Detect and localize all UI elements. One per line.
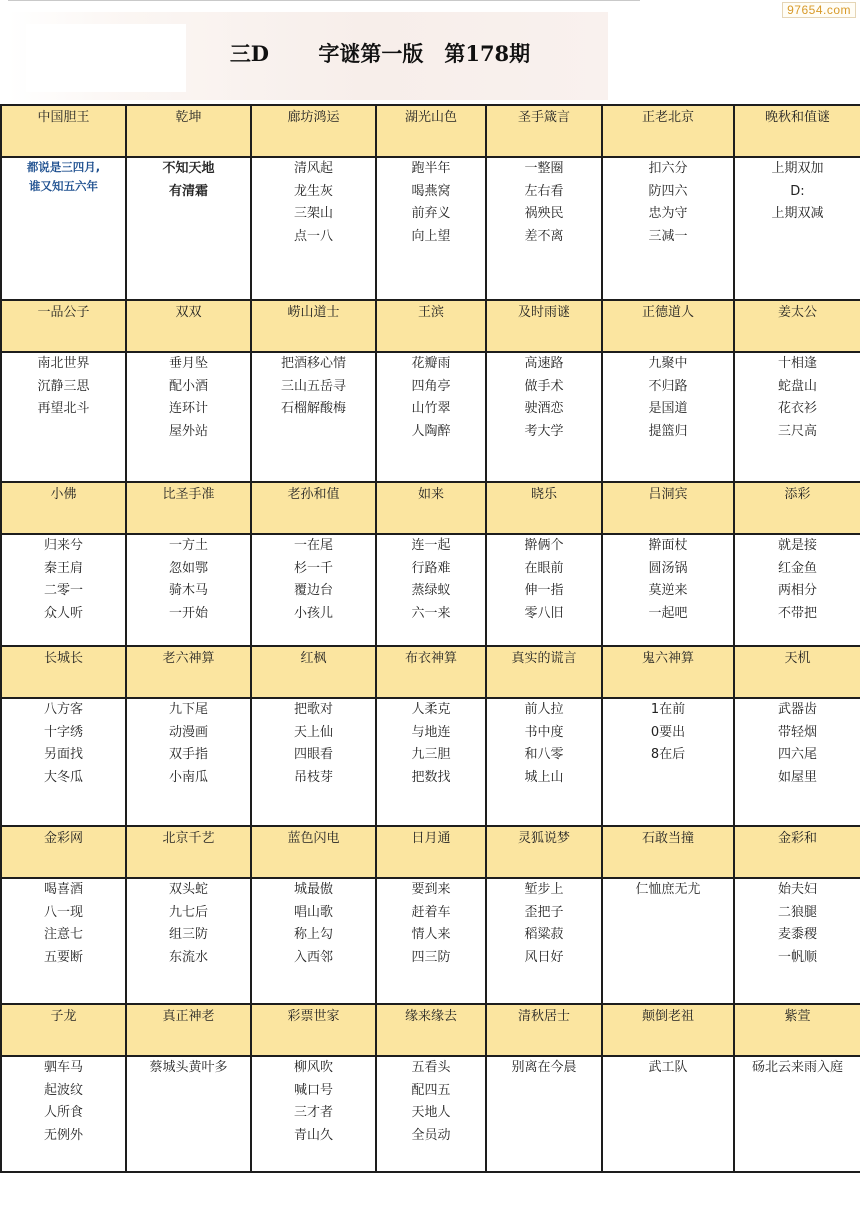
riddle-line: 驷车马 <box>43 1060 83 1075</box>
predictor-name: 比圣手准 <box>126 482 251 534</box>
predictor-name: 金彩网 <box>1 826 126 878</box>
predictor-name: 灵狐说梦 <box>486 826 602 878</box>
riddle-line: 蔡城头黄叶多 <box>149 1060 228 1075</box>
riddle-table <box>0 104 860 1173</box>
predictor-name: 清秋居士 <box>486 1004 602 1056</box>
riddle-cell <box>486 534 602 646</box>
riddle-line: 沉静三思 <box>37 378 90 394</box>
riddle-line: 众人听 <box>43 605 83 621</box>
riddle-line: 二狼腿 <box>777 904 817 920</box>
riddle-line: 忽如鄂 <box>168 560 208 576</box>
riddle-line: 吊枝芽 <box>293 769 333 785</box>
riddle-line: 城最傲 <box>293 882 333 897</box>
riddle-cell <box>251 698 376 826</box>
riddle-line: 八一现 <box>43 904 83 920</box>
riddle-line: 屋外站 <box>168 423 208 439</box>
riddle-cell <box>126 698 251 826</box>
riddle-cell <box>251 534 376 646</box>
riddle-line: 二零一 <box>43 583 83 598</box>
riddle-line: 擀面杖 <box>648 538 688 553</box>
riddle-line: 红金鱼 <box>777 560 817 576</box>
riddle-line: 三山五岳寻 <box>280 378 346 394</box>
riddle-row <box>1 157 860 300</box>
riddle-line: 谁又知五六年 <box>29 179 98 193</box>
riddle-line: 在眼前 <box>524 560 564 576</box>
riddle-line: 一起吧 <box>648 605 688 621</box>
riddle-row <box>1 878 860 1004</box>
riddle-cell <box>376 698 486 826</box>
predictor-name: 崂山道士 <box>251 300 376 352</box>
predictor-name: 真正神老 <box>126 1004 251 1056</box>
predictor-name: 缘来缘去 <box>376 1004 486 1056</box>
predictor-name: 北京千艺 <box>126 826 251 878</box>
riddle-line: 武器齿 <box>777 702 817 717</box>
riddle-line: 上期双减 <box>771 206 824 221</box>
riddle-line: 带轻烟 <box>777 724 817 740</box>
riddle-line: 三尺高 <box>777 423 817 439</box>
predictor-name: 布衣神算 <box>376 646 486 698</box>
riddle-cell <box>1 698 126 826</box>
riddle-cell <box>251 1056 376 1172</box>
riddle-row <box>1 698 860 826</box>
riddle-line: 左右看 <box>524 183 564 199</box>
riddle-line: 山竹翠 <box>411 401 451 416</box>
riddle-line: 圆汤锅 <box>648 560 688 576</box>
page-title: 三D 字谜第一版 第178期 <box>229 41 531 66</box>
header-row <box>1 826 860 878</box>
riddle-line: 九七后 <box>168 904 208 920</box>
riddle-line: 向上望 <box>411 228 451 244</box>
riddle-line: 城上山 <box>524 769 564 785</box>
riddle-line: 八方客 <box>43 702 83 717</box>
predictor-name: 老孙和值 <box>251 482 376 534</box>
riddle-line: 青山久 <box>293 1127 333 1143</box>
header-row <box>1 105 860 157</box>
riddle-line: 蛇盘山 <box>777 378 817 394</box>
riddle-cell <box>1 352 126 482</box>
riddle-line: 和八零 <box>524 747 564 762</box>
riddle-line: 连一起 <box>411 538 451 553</box>
riddle-line: 双头蛇 <box>168 882 208 897</box>
riddle-line: 把歌对 <box>293 702 333 717</box>
riddle-line: 8在后 <box>650 747 686 762</box>
riddle-line: 覆边台 <box>293 583 333 598</box>
riddle-line: 前弃义 <box>411 206 451 221</box>
riddle-line: 喝喜酒 <box>43 882 83 897</box>
header-row <box>1 646 860 698</box>
riddle-line: 三架山 <box>293 206 333 221</box>
predictor-name: 吕洞宾 <box>602 482 734 534</box>
riddle-line: 一方土 <box>168 538 208 553</box>
riddle-line: 十相逢 <box>777 356 817 371</box>
predictor-name: 姜太公 <box>734 300 860 352</box>
riddle-line: 再望北斗 <box>37 401 90 416</box>
riddle-line: 人陶醉 <box>411 423 451 439</box>
predictor-name: 乾坤 <box>126 105 251 157</box>
riddle-cell <box>126 352 251 482</box>
riddle-row <box>1 534 860 646</box>
predictor-name: 王滨 <box>376 300 486 352</box>
riddle-line: 喝燕窝 <box>411 183 451 199</box>
riddle-line: 天地人 <box>411 1105 451 1120</box>
riddle-cell <box>1 157 126 300</box>
predictor-name: 小佛 <box>1 482 126 534</box>
riddle-line: 垂月坠 <box>168 356 208 371</box>
riddle-line: 人柔克 <box>411 702 451 717</box>
riddle-line: 蒸绿蚁 <box>411 583 451 598</box>
riddle-line: 情人来 <box>411 927 451 942</box>
predictor-name: 老六神算 <box>126 646 251 698</box>
riddle-line: 把酒移心情 <box>280 356 346 371</box>
riddle-line: 要到来 <box>411 882 451 897</box>
riddle-line: 稻粱菽 <box>524 927 564 942</box>
riddle-line: 仁恤庶无尤 <box>635 882 701 897</box>
riddle-cell <box>734 698 860 826</box>
riddle-line: 四三防 <box>411 949 451 965</box>
predictor-name: 天机 <box>734 646 860 698</box>
predictor-name: 紫萱 <box>734 1004 860 1056</box>
riddle-line: 起波纹 <box>43 1082 83 1098</box>
riddle-line: 行路难 <box>411 560 451 576</box>
riddle-line: 四角亭 <box>411 378 451 394</box>
riddle-cell <box>734 534 860 646</box>
riddle-line: 秦王肩 <box>43 560 83 576</box>
riddle-cell <box>734 878 860 1004</box>
riddle-line: 就是接 <box>777 538 817 553</box>
riddle-line: 小南瓜 <box>168 769 208 785</box>
riddle-line: 武工队 <box>648 1060 688 1075</box>
riddle-line: 始夫妇 <box>777 882 817 897</box>
riddle-line: 天上仙 <box>293 724 333 740</box>
riddle-line: 两相分 <box>777 583 817 598</box>
predictor-name: 金彩和 <box>734 826 860 878</box>
riddle-cell <box>126 1056 251 1172</box>
riddle-cell <box>602 352 734 482</box>
riddle-line: 大冬瓜 <box>43 769 83 785</box>
predictor-name: 如来 <box>376 482 486 534</box>
riddle-line: 配小酒 <box>168 378 208 394</box>
predictor-name: 彩票世家 <box>251 1004 376 1056</box>
riddle-line: 伸一指 <box>524 583 564 598</box>
riddle-line: 提篮归 <box>648 423 688 439</box>
riddle-line: 堑步上 <box>524 882 564 897</box>
riddle-line: 组三防 <box>168 927 208 942</box>
riddle-line: 石榴解酸梅 <box>280 401 346 416</box>
riddle-cell <box>126 157 251 300</box>
riddle-cell <box>602 534 734 646</box>
riddle-cell <box>126 878 251 1004</box>
riddle-line: 人所食 <box>43 1105 83 1120</box>
predictor-name: 长城长 <box>1 646 126 698</box>
riddle-row <box>1 1056 860 1172</box>
predictor-name: 正老北京 <box>602 105 734 157</box>
riddle-cell <box>486 352 602 482</box>
riddle-line: 无例外 <box>43 1127 83 1143</box>
riddle-line: 三才者 <box>293 1105 333 1120</box>
riddle-line: 一开始 <box>168 605 208 621</box>
riddle-line: 连环计 <box>168 401 208 416</box>
riddle-line: 五看头 <box>411 1060 451 1075</box>
riddle-line: 风日好 <box>524 949 564 965</box>
riddle-cell <box>376 878 486 1004</box>
riddle-line: 祸殃民 <box>524 206 564 221</box>
riddle-line: 不带把 <box>777 605 817 621</box>
riddle-line: 麦黍稷 <box>777 927 817 942</box>
top-rule <box>8 0 640 1</box>
riddle-line: 南北世界 <box>37 356 90 371</box>
riddle-line: 有清霜 <box>168 183 208 199</box>
riddle-line: 一帆顺 <box>777 949 817 965</box>
predictor-name: 湖光山色 <box>376 105 486 157</box>
riddle-line: 柳风吹 <box>293 1060 333 1075</box>
riddle-line: 赶着车 <box>411 904 451 920</box>
riddle-cell <box>251 878 376 1004</box>
riddle-line: 龙生灰 <box>293 183 333 199</box>
riddle-line: 杉一千 <box>293 560 333 576</box>
riddle-cell <box>251 352 376 482</box>
riddle-line: 一整圈 <box>524 161 564 176</box>
predictor-name: 子龙 <box>1 1004 126 1056</box>
riddle-cell <box>251 157 376 300</box>
riddle-line: 喊口号 <box>293 1082 333 1098</box>
riddle-cell <box>734 352 860 482</box>
riddle-line: 书中度 <box>524 724 564 740</box>
site-watermark: 97654.com <box>782 2 856 18</box>
riddle-line: 全员动 <box>411 1127 451 1143</box>
riddle-line: 忠为守 <box>648 206 688 221</box>
riddle-cell <box>734 1056 860 1172</box>
riddle-line: 是国道 <box>648 401 688 416</box>
riddle-line: 一在尾 <box>293 538 333 553</box>
riddle-cell <box>376 1056 486 1172</box>
riddle-line: 花瓣雨 <box>411 356 451 371</box>
riddle-line: 砀北云来雨入庭 <box>751 1060 843 1075</box>
riddle-line: 五要断 <box>43 949 83 965</box>
riddle-line: 东流水 <box>168 949 208 965</box>
riddle-line: 三减一 <box>648 228 688 244</box>
riddle-line: 零八旧 <box>524 605 564 621</box>
riddle-cell <box>126 534 251 646</box>
riddle-cell <box>486 698 602 826</box>
riddle-line: 与地连 <box>411 724 451 740</box>
riddle-cell <box>376 157 486 300</box>
riddle-cell <box>486 1056 602 1172</box>
riddle-line: 唱山歌 <box>293 904 333 920</box>
predictor-name: 正德道人 <box>602 300 734 352</box>
header-row <box>1 1004 860 1056</box>
riddle-line: 称上勾 <box>293 927 333 942</box>
riddle-line: 不知天地 <box>162 161 215 176</box>
predictor-name: 鬼六神算 <box>602 646 734 698</box>
header-row <box>1 300 860 352</box>
riddle-line: 花衣衫 <box>777 401 817 416</box>
predictor-name: 晓乐 <box>486 482 602 534</box>
riddle-cell <box>1 878 126 1004</box>
riddle-line: 0要出 <box>650 724 686 740</box>
riddle-line: 四眼看 <box>293 747 333 762</box>
riddle-line: 动漫画 <box>168 724 208 740</box>
predictor-name: 圣手箴言 <box>486 105 602 157</box>
predictor-name: 双双 <box>126 300 251 352</box>
predictor-name: 颠倒老祖 <box>602 1004 734 1056</box>
predictor-name: 中国胆王 <box>1 105 126 157</box>
riddle-line: 九聚中 <box>648 356 688 371</box>
riddle-line: 九三胆 <box>411 747 451 762</box>
riddle-line: 骑木马 <box>168 583 208 598</box>
riddle-cell <box>1 1056 126 1172</box>
riddle-line: 别离在今晨 <box>511 1060 577 1075</box>
predictor-name: 廊坊鸿运 <box>251 105 376 157</box>
riddle-cell <box>602 698 734 826</box>
riddle-line: 四六尾 <box>777 747 817 762</box>
riddle-line: 扣六分 <box>648 161 688 176</box>
riddle-line: 前人拉 <box>524 702 564 717</box>
riddle-cell <box>734 157 860 300</box>
predictor-name: 红枫 <box>251 646 376 698</box>
riddle-line: 歪把子 <box>524 904 564 920</box>
riddle-line: 高速路 <box>524 356 564 371</box>
riddle-line: 擀俩个 <box>524 538 564 553</box>
riddle-cell <box>602 157 734 300</box>
predictor-name: 石敢当撞 <box>602 826 734 878</box>
riddle-cell <box>486 157 602 300</box>
predictor-name: 真实的谎言 <box>486 646 602 698</box>
riddle-line: 清风起 <box>293 161 333 176</box>
predictor-name: 及时雨谜 <box>486 300 602 352</box>
riddle-line: 上期双加 <box>771 161 824 176</box>
riddle-line: 双手指 <box>168 747 208 762</box>
riddle-line: 把数找 <box>411 769 451 785</box>
riddle-cell <box>602 878 734 1004</box>
riddle-line: 如屋里 <box>777 769 817 785</box>
predictor-name: 一品公子 <box>1 300 126 352</box>
riddle-line: 差不离 <box>524 228 564 244</box>
predictor-name: 晚秋和值谜 <box>734 105 860 157</box>
riddle-cell <box>486 878 602 1004</box>
riddle-line: 九下尾 <box>168 702 208 717</box>
riddle-line: 都说是三四月, <box>26 160 101 174</box>
predictor-name: 添彩 <box>734 482 860 534</box>
riddle-line: 驶酒恋 <box>524 401 564 416</box>
riddle-line: 十字绣 <box>43 724 83 740</box>
riddle-line: 点一八 <box>293 228 333 244</box>
riddle-line: 小孩儿 <box>293 605 333 621</box>
riddle-line: 防四六 <box>648 183 688 199</box>
riddle-line: 莫逆来 <box>648 583 688 598</box>
riddle-line: 归来兮 <box>43 538 83 553</box>
riddle-cell <box>602 1056 734 1172</box>
riddle-line: 六一来 <box>411 605 451 621</box>
riddle-line: 做手术 <box>524 378 564 394</box>
riddle-cell <box>376 534 486 646</box>
header-row <box>1 482 860 534</box>
riddle-line: 另面找 <box>43 747 83 762</box>
riddle-line: 入西邻 <box>293 949 333 965</box>
predictor-name: 蓝色闪电 <box>251 826 376 878</box>
riddle-line: 1在前 <box>650 702 686 717</box>
riddle-line: 不归路 <box>648 378 688 394</box>
riddle-line: 配四五 <box>411 1082 451 1098</box>
riddle-line: D: <box>790 183 805 199</box>
riddle-line: 跑半年 <box>411 161 451 176</box>
predictor-name: 日月通 <box>376 826 486 878</box>
riddle-row <box>1 352 860 482</box>
riddle-line: 注意七 <box>43 927 83 942</box>
riddle-cell <box>1 534 126 646</box>
riddle-cell <box>376 352 486 482</box>
riddle-line: 考大学 <box>524 423 564 439</box>
